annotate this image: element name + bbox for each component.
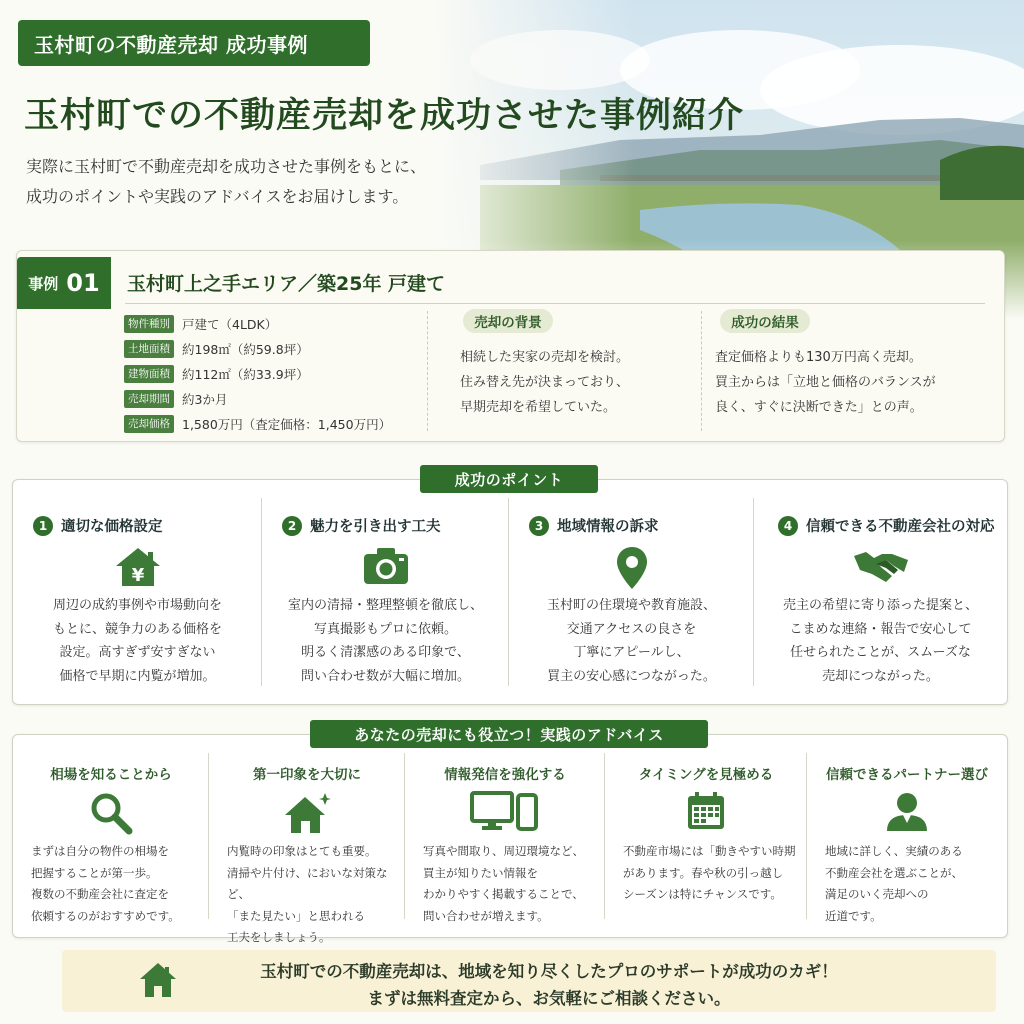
- sparkle-house-icon: [209, 791, 405, 835]
- point-text: [754, 594, 1007, 688]
- point-title: [33, 515, 163, 536]
- spec-row: [124, 361, 391, 386]
- divider: [125, 303, 985, 304]
- advice-line: 不動産会社を選ぶことが、: [825, 865, 963, 880]
- success-points-box: [12, 479, 1008, 705]
- advice-line: シーズンは特にチャンスです。: [623, 887, 782, 901]
- point-number: 4: [778, 516, 798, 536]
- calendar-icon: [605, 791, 807, 831]
- advice-text: [825, 841, 999, 927]
- advice-item: [13, 735, 209, 937]
- spec-value: 約112㎡（約33.9坪）: [182, 366, 309, 382]
- property-spec-list: [124, 311, 391, 436]
- point-title-text: 信頼できる不動産会社の対応: [806, 519, 995, 535]
- background-heading: 売却の背景: [463, 309, 553, 333]
- point-line: 問い合わせ数が大幅に増加。: [300, 668, 470, 684]
- point-item: [262, 480, 509, 704]
- point-line: 室内の清掃・整理整頓を徹底し、: [287, 598, 483, 613]
- footer-message: 玉村町での不動産売却は、地域を知り尽くしたプロのサポートが成功のカギ！: [260, 962, 838, 981]
- advice-line: 内覧時の印象はとても重要。: [227, 844, 377, 858]
- advice-item: [405, 735, 605, 937]
- point-line: 任せられたことが、スムーズな: [790, 645, 971, 660]
- advice-item: [209, 735, 405, 944]
- result-line: 良く、すぐに決断できた」との声。: [715, 400, 923, 415]
- magnifier-icon: [13, 791, 209, 835]
- advice-line: まずは自分の物件の相場を: [31, 844, 169, 858]
- point-line: 交通アクセスの良さを: [566, 621, 697, 637]
- advice-line: 買主が知りたい情報を: [423, 865, 538, 880]
- point-line: 写真撮影もプロに依頼。: [313, 621, 457, 637]
- advice-line: 不動産市場には「動きやすい時期: [623, 844, 796, 858]
- case-card: [16, 250, 1005, 442]
- advice-line: 工夫をしましょう。: [227, 930, 331, 944]
- advice-title: 第一印象を大切に: [253, 767, 361, 783]
- point-title-text: 適切な価格設定: [61, 519, 163, 535]
- point-line: 価格で早期に内覧が増加。: [59, 668, 216, 684]
- case-number-tag: [17, 257, 111, 309]
- house-yen-icon: [13, 546, 262, 588]
- lead-text: [26, 152, 426, 212]
- point-title: [282, 515, 441, 536]
- case-number: 01: [66, 269, 100, 297]
- advice-line: 依頼するのがおすすめです。: [31, 908, 180, 923]
- spec-value: 約198㎡（約59.8坪）: [182, 341, 309, 357]
- point-number: 2: [282, 516, 302, 536]
- page-category-badge: 玉村町の不動産売却 成功事例: [18, 20, 370, 66]
- point-line: もとに、競争力のある価格を: [52, 621, 222, 637]
- point-line: 売主の希望に寄り添った提案と、: [782, 598, 978, 613]
- spec-row: [124, 336, 391, 361]
- spec-label: 物件種別: [124, 315, 174, 333]
- advice-text: [423, 841, 597, 927]
- lead-line: 成功のポイントや実践のアドバイスをお届けします。: [26, 187, 409, 206]
- advice-line: 清掃や片付け、においな対策など、: [227, 865, 388, 901]
- point-title-text: 魅力を引き出す工夫: [310, 519, 441, 535]
- advice-line: 把握することが第一歩。: [31, 865, 158, 880]
- background-line: 早期売却を希望していた。: [460, 400, 617, 415]
- advice-text: [227, 841, 397, 949]
- point-title-text: 地域情報の訴求: [557, 519, 659, 535]
- point-item: [754, 480, 1007, 704]
- advice-line: 写真や間取り、周辺環境など、: [423, 844, 584, 858]
- point-item: [509, 480, 754, 704]
- advice-line: 複数の不動産会社に査定を: [31, 887, 169, 901]
- spec-row: [124, 411, 391, 436]
- advice-item: [807, 735, 1007, 937]
- point-line: 丁寧にアピールし、: [573, 645, 690, 660]
- result-heading: 成功の結果: [720, 309, 810, 333]
- advice-line: 地域に詳しく、実績のある: [825, 844, 963, 858]
- map-pin-icon: [509, 546, 754, 590]
- result-line: 買主からは「立地と価格のバランスが: [715, 375, 936, 390]
- advice-line: 問い合わせが増えます。: [423, 908, 549, 923]
- spec-value: 約3か月: [182, 391, 228, 407]
- advice-line: があります。春や秋の引っ越し: [623, 865, 784, 880]
- advice-line: 満足のいく売却への: [825, 887, 929, 901]
- point-title: [778, 515, 995, 536]
- point-number: 3: [529, 516, 549, 536]
- point-title: [529, 515, 659, 536]
- person-icon: [807, 791, 1007, 831]
- advice-title: 相場を知ることから: [50, 767, 172, 783]
- background-line: 相続した実家の売却を検討。: [460, 350, 630, 365]
- point-text: [509, 594, 754, 688]
- spec-row: [124, 386, 391, 411]
- advice-text: [31, 841, 201, 927]
- point-number: 1: [33, 516, 53, 536]
- point-item: [13, 480, 262, 704]
- case-label: 事例: [28, 274, 59, 293]
- spec-label: 売却価格: [124, 415, 174, 433]
- divider: [427, 311, 428, 431]
- svg-text:¥: ¥: [131, 565, 144, 586]
- divider: [701, 311, 702, 431]
- advice-title: 情報発信を強化する: [444, 767, 566, 783]
- advice-box: [12, 734, 1008, 944]
- footer-banner: [62, 950, 996, 1012]
- background-line: 住み替え先が決まっており、: [460, 375, 630, 390]
- point-text: [262, 594, 509, 688]
- point-line: 売却につながった。: [822, 668, 939, 684]
- spec-row: [124, 311, 391, 336]
- handshake-icon: [754, 546, 1007, 586]
- spec-label: 土地面積: [124, 340, 174, 358]
- result-line: 査定価格よりも130万円高く売却。: [715, 350, 922, 365]
- advice-title: タイミングを見極める: [638, 767, 774, 783]
- advice-line: 近道です。: [825, 908, 882, 923]
- advice-line: わかりやすく掲載することで、: [423, 887, 584, 901]
- point-line: 周辺の成約事例や市場動向を: [52, 598, 222, 613]
- case-title: 玉村町上之手エリア／築25年 戸建て: [127, 273, 446, 295]
- point-text: [13, 594, 262, 688]
- monitor-phone-icon: [405, 791, 605, 831]
- camera-icon: [262, 546, 509, 586]
- point-line: 設定。高すぎず安すぎない: [59, 645, 216, 660]
- spec-label: 売却期間: [124, 390, 174, 408]
- background-text: [460, 345, 629, 420]
- lead-line: 実際に玉村町で不動産売却を成功させた事例をもとに、: [26, 157, 427, 176]
- result-text: [715, 345, 936, 420]
- spec-value: 戸建て（4LDK）: [182, 316, 278, 332]
- point-line: 買主の安心感につながった。: [547, 668, 716, 684]
- footer-cta: まずは無料査定から、お気軽にご相談ください。: [367, 989, 731, 1008]
- advice-title: 信頼できるパートナー選び: [826, 767, 988, 783]
- advice-item: [605, 735, 807, 937]
- spec-label: 建物面積: [124, 365, 174, 383]
- spec-value: 1,580万円（査定価格：1,450万円）: [182, 416, 392, 432]
- page-title: 玉村町での不動産売却を成功させた事例紹介: [24, 96, 745, 136]
- advice-heading: あなたの売却にも役立つ！実践のアドバイス: [310, 720, 708, 748]
- point-line: こまめな連絡・報告で安心して: [789, 621, 972, 637]
- advice-line: 「また見たい」と思われる: [227, 908, 365, 923]
- advice-text: [623, 841, 799, 906]
- success-points-heading: 成功のポイント: [420, 465, 598, 493]
- point-line: 玉村町の住環境や教育施設、: [546, 598, 716, 613]
- point-line: 明るく清潔感のある印象で、: [301, 645, 470, 660]
